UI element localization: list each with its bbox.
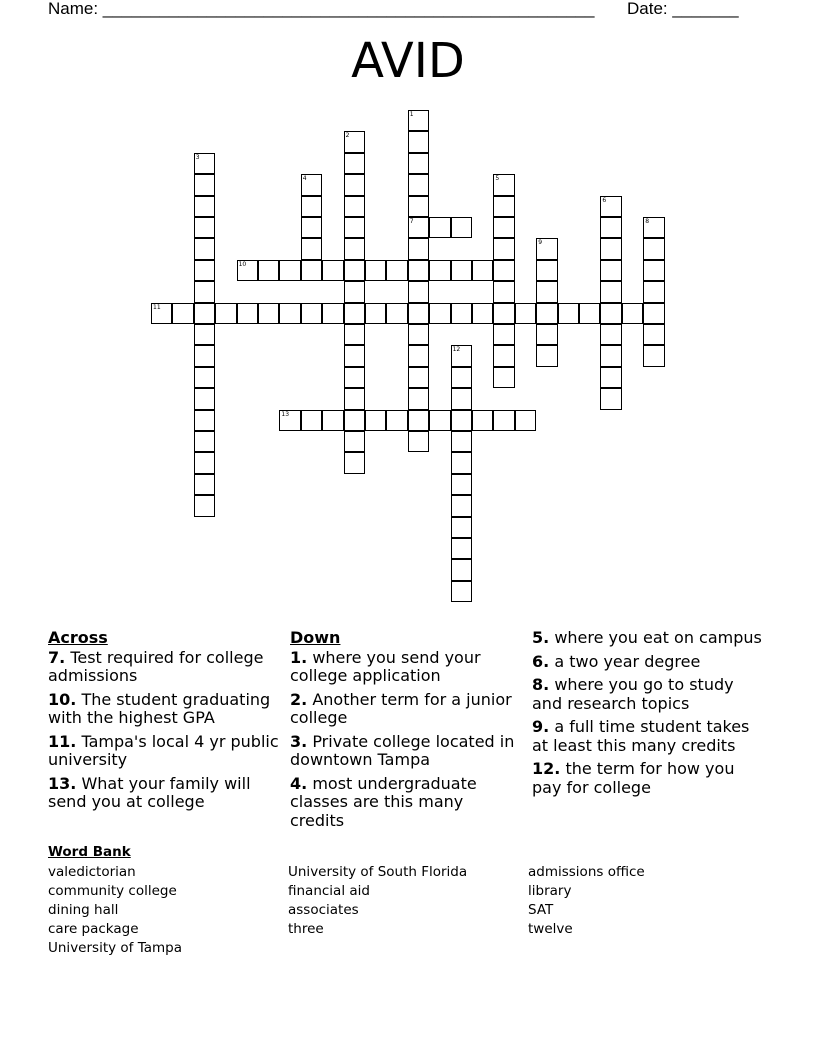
page-title: AVID	[351, 33, 465, 89]
clue-number-label: 9	[538, 239, 543, 247]
crossword-cell[interactable]	[643, 238, 664, 259]
crossword-cell[interactable]	[472, 303, 493, 324]
crossword-cell[interactable]	[194, 303, 215, 324]
crossword-cell[interactable]	[215, 303, 236, 324]
clue-item: 1. where you send your college application	[290, 647, 481, 685]
crossword-cell[interactable]	[194, 260, 215, 281]
word-bank-item: SAT	[528, 902, 554, 918]
crossword-cell[interactable]	[408, 388, 429, 409]
word-bank-item: admissions office	[528, 864, 645, 880]
crossword-cell[interactable]	[408, 174, 429, 195]
crossword-cell[interactable]	[301, 303, 322, 324]
crossword-cell[interactable]	[301, 238, 322, 259]
crossword-cell[interactable]	[493, 324, 514, 345]
crossword-cell[interactable]	[451, 538, 472, 559]
crossword-cell[interactable]	[493, 238, 514, 259]
clue-item: 5. where you eat on campus	[532, 628, 762, 647]
down-clues	[290, 629, 522, 835]
clue-item: 10. The student graduating with the highest GPA	[48, 689, 271, 727]
crossword-cell[interactable]	[493, 196, 514, 217]
word-bank-item: financial aid	[288, 883, 370, 899]
crossword-cell[interactable]	[194, 174, 215, 195]
crossword-cell[interactable]	[194, 238, 215, 259]
crossword-cell[interactable]	[643, 345, 664, 366]
crossword-cell[interactable]	[515, 303, 536, 324]
clue-item: 13. What your family will send you at college	[48, 773, 251, 811]
crossword-cell[interactable]	[408, 196, 429, 217]
crossword-cell[interactable]	[643, 303, 664, 324]
crossword-cell[interactable]	[451, 495, 472, 516]
crossword-cell[interactable]	[279, 260, 300, 281]
crossword-cell[interactable]	[194, 474, 215, 495]
crossword-cell[interactable]	[322, 410, 343, 431]
crossword-cell[interactable]	[536, 324, 557, 345]
crossword-cell[interactable]	[408, 324, 429, 345]
crossword-cell[interactable]	[344, 303, 365, 324]
crossword-cell[interactable]	[451, 517, 472, 538]
crossword-cell[interactable]	[408, 238, 429, 259]
word-bank-item: dining hall	[48, 902, 119, 918]
down-heading: Down	[290, 628, 341, 647]
clue-item: 12. the term for how you pay for college	[532, 759, 735, 797]
crossword-cell[interactable]	[194, 495, 215, 516]
crossword-cell[interactable]	[279, 303, 300, 324]
crossword-cell[interactable]	[558, 303, 579, 324]
down-clues-continued	[532, 629, 764, 802]
word-bank-item: community college	[48, 883, 177, 899]
crossword-cell[interactable]	[408, 431, 429, 452]
clue-number-label: 5	[495, 175, 500, 183]
name-field: Name: ____________________________________________________	[48, 0, 595, 18]
clue-item: 8. where you go to study and research topics	[532, 675, 734, 713]
crossword-cell[interactable]	[429, 303, 450, 324]
crossword-cell[interactable]	[536, 345, 557, 366]
crossword-cell[interactable]	[408, 281, 429, 302]
across-clues	[48, 629, 280, 817]
crossword-cell[interactable]	[194, 324, 215, 345]
crossword-cell[interactable]	[429, 217, 450, 238]
word-bank-column	[48, 863, 182, 958]
crossword-cell[interactable]	[493, 367, 514, 388]
clue-item: 9. a full time student takes at least this many credits	[532, 717, 750, 755]
crossword-cell[interactable]	[600, 281, 621, 302]
crossword-cell[interactable]	[429, 260, 450, 281]
crossword-cell[interactable]	[258, 303, 279, 324]
crossword-cell[interactable]	[493, 217, 514, 238]
crossword-cell[interactable]	[194, 410, 215, 431]
clue-item: 6. a two year degree	[532, 651, 701, 671]
crossword-cell[interactable]	[194, 196, 215, 217]
clue-item: 2. Another term for a junior college	[290, 689, 512, 727]
crossword-cell[interactable]	[386, 410, 407, 431]
crossword-cell[interactable]	[408, 367, 429, 388]
crossword-cell[interactable]	[493, 303, 514, 324]
crossword-cell[interactable]	[451, 452, 472, 473]
crossword-cell[interactable]	[451, 367, 472, 388]
clue-item: 11. Tampa's local 4 yr public university	[48, 731, 279, 769]
crossword-cell[interactable]	[344, 410, 365, 431]
crossword-cell[interactable]	[643, 281, 664, 302]
crossword-cell[interactable]	[344, 238, 365, 259]
crossword-cell[interactable]	[622, 303, 643, 324]
crossword-cell[interactable]	[194, 452, 215, 473]
crossword-cell[interactable]	[536, 260, 557, 281]
crossword-cell[interactable]	[600, 345, 621, 366]
clue-number-label: 1	[409, 111, 414, 118]
crossword-cell[interactable]	[365, 260, 386, 281]
clue-item: 3. Private college located in downtown Tampa	[290, 731, 515, 769]
crossword-cell[interactable]	[344, 324, 365, 345]
word-bank-item: valedictorian	[48, 864, 136, 880]
crossword-cell[interactable]	[451, 581, 472, 602]
crossword-cell[interactable]	[172, 303, 193, 324]
crossword-cell[interactable]	[408, 131, 429, 152]
crossword-cell[interactable]	[194, 388, 215, 409]
crossword-cell[interactable]	[600, 217, 621, 238]
word-bank-item: three	[288, 921, 324, 937]
crossword-cell[interactable]	[451, 303, 472, 324]
crossword-cell[interactable]	[493, 260, 514, 281]
crossword-cell[interactable]	[643, 260, 664, 281]
crossword-cell[interactable]	[194, 345, 215, 366]
crossword-cell[interactable]	[451, 388, 472, 409]
crossword-cell[interactable]	[194, 281, 215, 302]
crossword-cell[interactable]	[365, 303, 386, 324]
crossword-cell[interactable]	[344, 153, 365, 174]
clue-number-label: 2	[345, 132, 350, 140]
crossword-cell[interactable]	[365, 410, 386, 431]
crossword-cell[interactable]	[536, 303, 557, 324]
crossword-cell[interactable]	[472, 260, 493, 281]
clue-number-label: 3	[195, 153, 200, 161]
date-field: Date: _______	[627, 0, 739, 18]
crossword-cell[interactable]	[301, 410, 322, 431]
clue-number-label: 10	[238, 260, 247, 268]
across-heading: Across	[48, 628, 108, 647]
crossword-cell[interactable]	[451, 217, 472, 238]
crossword-cell[interactable]	[344, 174, 365, 195]
word-bank-item: University of South Florida	[288, 864, 468, 880]
crossword-cell[interactable]	[451, 410, 472, 431]
crossword-cell[interactable]	[408, 303, 429, 324]
clue-number-label: 7	[409, 218, 414, 225]
crossword-cell[interactable]	[344, 367, 365, 388]
crossword-cell[interactable]	[194, 367, 215, 388]
crossword-cell[interactable]	[237, 303, 258, 324]
crossword-cell[interactable]	[493, 281, 514, 302]
crossword-cell[interactable]	[322, 260, 343, 281]
crossword-cell[interactable]	[344, 345, 365, 366]
word-bank-item: associates	[288, 902, 359, 918]
word-bank-item: care package	[48, 921, 139, 937]
word-bank-item: twelve	[528, 921, 573, 937]
crossword-cell[interactable]	[451, 474, 472, 495]
crossword-cell[interactable]	[451, 559, 472, 580]
crossword-cell[interactable]	[472, 410, 493, 431]
crossword-cell[interactable]	[600, 238, 621, 259]
clue-number-label: 8	[645, 218, 650, 225]
crossword-cell[interactable]	[194, 431, 215, 452]
clue-number-label: 6	[602, 196, 607, 204]
clue-number-label: 4	[302, 175, 307, 183]
clue-number-label: 11	[153, 303, 161, 311]
crossword-cell[interactable]	[258, 260, 279, 281]
crossword-cell[interactable]	[493, 410, 514, 431]
crossword-cell[interactable]	[322, 303, 343, 324]
crossword-cell[interactable]	[643, 324, 664, 345]
crossword-cell[interactable]	[344, 388, 365, 409]
crossword-cell[interactable]	[579, 303, 600, 324]
crossword-cell[interactable]	[408, 410, 429, 431]
crossword-cell[interactable]	[451, 260, 472, 281]
word-bank-column	[288, 863, 467, 939]
crossword-cell[interactable]	[344, 217, 365, 238]
crossword-cell[interactable]	[344, 431, 365, 452]
clue-number-label: 13	[281, 410, 290, 418]
word-bank-column	[528, 863, 645, 939]
crossword-cell[interactable]	[386, 303, 407, 324]
word-bank-heading: Word Bank	[48, 844, 131, 860]
crossword-cell[interactable]	[301, 260, 322, 281]
crossword-cell[interactable]	[408, 153, 429, 174]
crossword-cell[interactable]	[429, 410, 450, 431]
crossword-cell[interactable]	[600, 367, 621, 388]
crossword-cell[interactable]	[536, 281, 557, 302]
crossword-cell[interactable]	[408, 260, 429, 281]
crossword-cell[interactable]	[386, 260, 407, 281]
crossword-cell[interactable]	[344, 281, 365, 302]
clue-number-label: 12	[452, 346, 461, 354]
crossword-cell[interactable]	[451, 431, 472, 452]
crossword-cell[interactable]	[194, 217, 215, 238]
crossword-cell[interactable]	[515, 410, 536, 431]
clue-item: 4. most undergraduate classes are this many credits	[290, 773, 477, 830]
crossword-cell[interactable]	[344, 452, 365, 473]
crossword-cell[interactable]	[600, 388, 621, 409]
crossword-cell[interactable]	[600, 303, 621, 324]
crossword-cell[interactable]	[600, 324, 621, 345]
crossword-cell[interactable]	[301, 217, 322, 238]
crossword-cell[interactable]	[493, 345, 514, 366]
word-bank-item: library	[528, 883, 572, 899]
crossword-cell[interactable]	[301, 196, 322, 217]
crossword-cell[interactable]	[600, 260, 621, 281]
word-bank-item: University of Tampa	[48, 940, 182, 956]
crossword-cell[interactable]	[408, 345, 429, 366]
clue-item: 7. Test required for college admissions	[48, 647, 264, 685]
crossword-cell[interactable]	[344, 196, 365, 217]
crossword-cell[interactable]	[344, 260, 365, 281]
